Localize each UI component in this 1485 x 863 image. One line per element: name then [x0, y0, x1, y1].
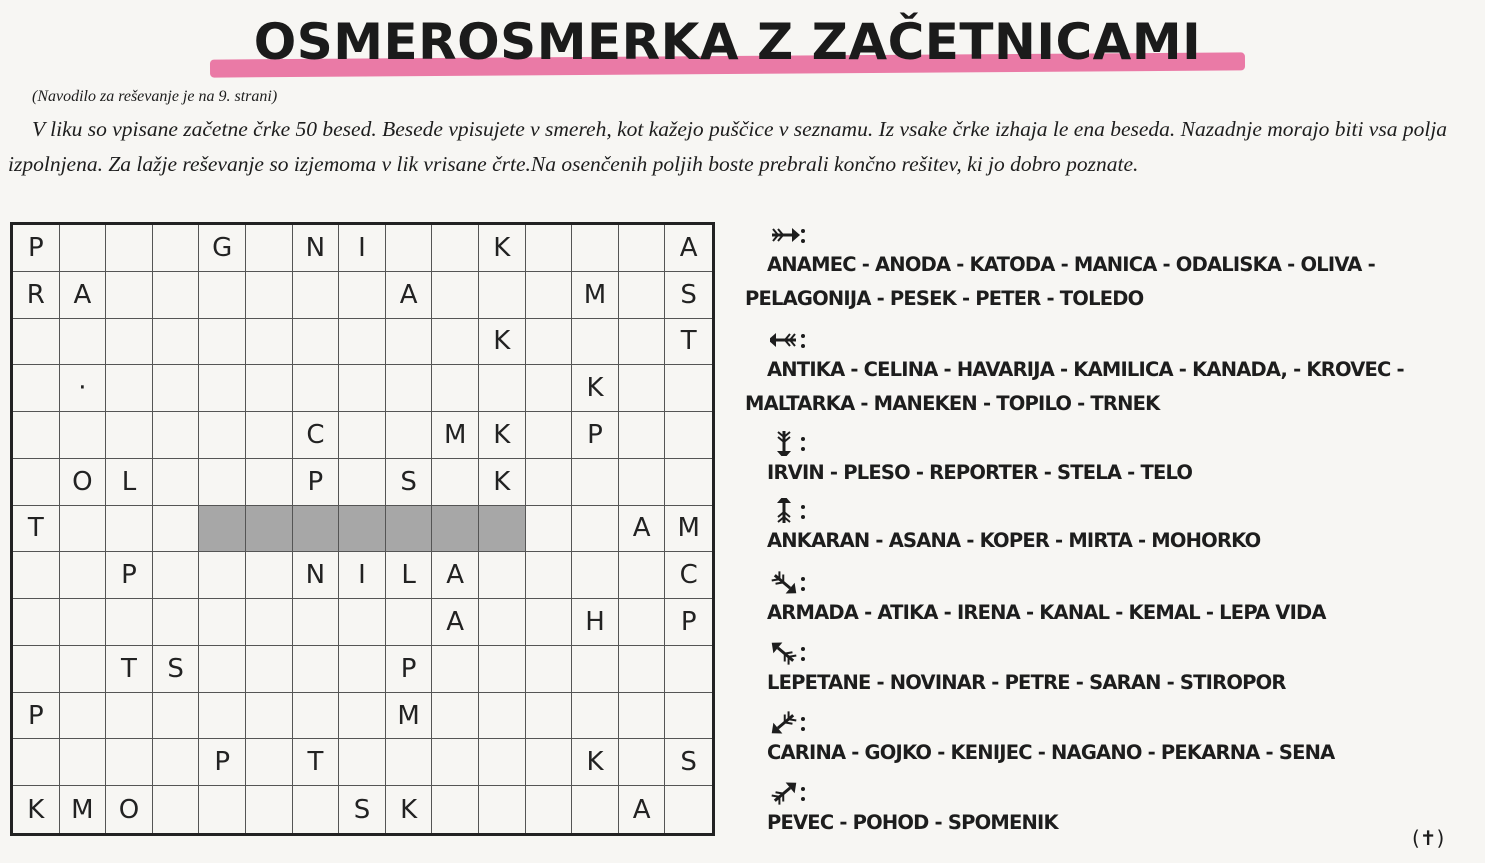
grid-cell[interactable]: M	[60, 786, 107, 833]
grid-cell[interactable]	[526, 506, 573, 553]
word-group-words: PEVEC - POHOD - SPOMENIK	[767, 811, 1058, 834]
grid-cell[interactable]	[246, 552, 293, 599]
grid-cell[interactable]: A	[432, 552, 479, 599]
title-block	[205, 8, 1250, 83]
grid-cell[interactable]	[432, 459, 479, 506]
grid-cell[interactable]	[199, 272, 246, 319]
grid-cell[interactable]	[665, 693, 712, 740]
grid-cell[interactable]	[13, 646, 60, 693]
grid-cell[interactable]	[432, 272, 479, 319]
grid-cell[interactable]: K	[386, 786, 433, 833]
grid-cell[interactable]: K	[479, 412, 526, 459]
grid-cell[interactable]: P	[13, 225, 60, 272]
grid-cell[interactable]	[60, 552, 107, 599]
page-title: OSMEROSMERKA Z ZAČETNICAMI	[253, 13, 1202, 71]
grid-cell[interactable]: S	[153, 646, 200, 693]
grid-cell[interactable]	[572, 506, 619, 553]
grid-cell[interactable]	[339, 506, 386, 553]
grid-cell[interactable]	[432, 319, 479, 366]
grid-cell[interactable]: L	[386, 552, 433, 599]
grid-cell[interactable]	[479, 552, 526, 599]
grid-cell[interactable]: T	[13, 506, 60, 553]
grid-cell[interactable]	[619, 693, 666, 740]
grid-cell[interactable]	[13, 599, 60, 646]
grid-cell[interactable]: T	[106, 646, 153, 693]
grid-cell[interactable]	[60, 599, 107, 646]
grid-cell[interactable]	[199, 365, 246, 412]
arrow-down-icon	[770, 434, 1192, 456]
author-mark: (✝)	[1412, 826, 1445, 850]
grid-cell[interactable]	[60, 646, 107, 693]
grid-cell[interactable]: C	[665, 552, 712, 599]
grid-cell[interactable]	[526, 739, 573, 786]
grid-cell[interactable]	[526, 412, 573, 459]
grid-cell[interactable]	[60, 739, 107, 786]
grid-cell[interactable]	[246, 739, 293, 786]
grid-cell[interactable]: K	[479, 459, 526, 506]
grid-cell[interactable]	[479, 599, 526, 646]
grid-cell[interactable]	[526, 225, 573, 272]
grid-cell[interactable]: C	[293, 412, 340, 459]
grid-cell[interactable]	[339, 693, 386, 740]
grid-cell[interactable]	[246, 646, 293, 693]
grid-cell[interactable]	[479, 786, 526, 833]
grid-cell[interactable]	[526, 646, 573, 693]
grid-cell[interactable]	[153, 552, 200, 599]
grid-cell[interactable]	[199, 412, 246, 459]
grid-cell[interactable]	[199, 693, 246, 740]
grid-cell[interactable]	[246, 272, 293, 319]
grid-cell[interactable]	[60, 319, 107, 366]
grid-cell[interactable]: H	[572, 599, 619, 646]
grid-cell[interactable]	[619, 646, 666, 693]
grid-cell[interactable]	[153, 319, 200, 366]
grid-cell[interactable]	[619, 365, 666, 412]
grid-cell[interactable]	[60, 693, 107, 740]
grid-cell[interactable]	[106, 412, 153, 459]
grid-cell[interactable]	[13, 739, 60, 786]
grid-cell[interactable]	[153, 506, 200, 553]
word-group-up	[745, 502, 1260, 558]
word-group-right	[745, 226, 1475, 316]
grid-cell[interactable]: A	[60, 272, 107, 319]
grid-cell[interactable]	[339, 412, 386, 459]
grid-cell[interactable]	[339, 646, 386, 693]
grid-cell[interactable]	[60, 412, 107, 459]
grid-cell[interactable]	[153, 365, 200, 412]
grid-cell[interactable]	[199, 459, 246, 506]
grid-cell[interactable]	[153, 599, 200, 646]
grid-cell[interactable]	[526, 365, 573, 412]
grid-cell[interactable]	[293, 693, 340, 740]
grid-cell[interactable]	[246, 506, 293, 553]
grid-cell[interactable]	[246, 599, 293, 646]
grid-cell[interactable]	[432, 506, 479, 553]
word-group-down-left	[745, 714, 1334, 770]
arrow-right-icon	[770, 226, 1475, 248]
grid-cell[interactable]	[199, 319, 246, 366]
grid-cell[interactable]	[386, 739, 433, 786]
grid-cell[interactable]: A	[619, 786, 666, 833]
grid-cell[interactable]	[199, 506, 246, 553]
grid-cell[interactable]: K	[572, 739, 619, 786]
grid-cell[interactable]	[13, 412, 60, 459]
grid-cell[interactable]: M	[572, 272, 619, 319]
grid-cell[interactable]	[665, 646, 712, 693]
grid-cell[interactable]	[386, 365, 433, 412]
grid-cell[interactable]	[572, 646, 619, 693]
grid-cell[interactable]	[526, 459, 573, 506]
grid-cell[interactable]	[572, 459, 619, 506]
grid-cell[interactable]	[432, 225, 479, 272]
grid-cell[interactable]: S	[665, 272, 712, 319]
grid-cell[interactable]: T	[293, 739, 340, 786]
grid-cell[interactable]: P	[199, 739, 246, 786]
grid-cell[interactable]	[432, 693, 479, 740]
grid-cell[interactable]: I	[339, 552, 386, 599]
grid-cell[interactable]: A	[619, 506, 666, 553]
grid-cell[interactable]	[106, 599, 153, 646]
grid-cell[interactable]	[526, 552, 573, 599]
grid-cell[interactable]	[432, 739, 479, 786]
grid-cell[interactable]	[106, 739, 153, 786]
grid-cell[interactable]	[246, 412, 293, 459]
word-group-words: LEPETANE - NOVINAR - PETRE - SARAN - STIROPOR	[767, 671, 1286, 694]
grid-cell[interactable]: S	[386, 459, 433, 506]
grid-cell[interactable]	[106, 319, 153, 366]
arrow-up-right-icon	[770, 784, 1058, 806]
grid-cell[interactable]	[432, 786, 479, 833]
grid-cell[interactable]	[526, 319, 573, 366]
grid-cell[interactable]	[246, 365, 293, 412]
grid-cell[interactable]: K	[13, 786, 60, 833]
grid-cell[interactable]	[619, 739, 666, 786]
grid-cell[interactable]: O	[106, 786, 153, 833]
grid-cell[interactable]	[199, 646, 246, 693]
grid-cell[interactable]	[479, 739, 526, 786]
grid-cell[interactable]	[665, 786, 712, 833]
grid-cell[interactable]	[619, 225, 666, 272]
grid-cell[interactable]	[13, 319, 60, 366]
grid-cell[interactable]	[479, 646, 526, 693]
grid-cell[interactable]	[199, 599, 246, 646]
grid-cell[interactable]	[619, 459, 666, 506]
grid-cell[interactable]	[153, 693, 200, 740]
grid-cell[interactable]	[386, 412, 433, 459]
grid-cell[interactable]: M	[665, 506, 712, 553]
grid-cell[interactable]: A	[432, 599, 479, 646]
grid-cell[interactable]	[339, 599, 386, 646]
grid-cell[interactable]	[619, 319, 666, 366]
grid-cell[interactable]	[479, 506, 526, 553]
grid-cell[interactable]	[339, 739, 386, 786]
grid-cell[interactable]	[619, 599, 666, 646]
grid-cell[interactable]: G	[199, 225, 246, 272]
grid-cell[interactable]	[479, 365, 526, 412]
grid-cell[interactable]	[246, 693, 293, 740]
grid-cell[interactable]	[13, 459, 60, 506]
grid-cell[interactable]	[106, 365, 153, 412]
grid-cell[interactable]	[293, 272, 340, 319]
grid-cell[interactable]	[153, 459, 200, 506]
grid-cell[interactable]: I	[339, 225, 386, 272]
grid-cell[interactable]: K	[479, 319, 526, 366]
grid-cell[interactable]	[386, 599, 433, 646]
grid-cell[interactable]	[572, 552, 619, 599]
word-group-down	[745, 434, 1192, 490]
grid-cell[interactable]	[386, 506, 433, 553]
grid-cell[interactable]	[293, 365, 340, 412]
word-group-up-left	[745, 644, 1286, 700]
grid-cell[interactable]	[106, 272, 153, 319]
grid-cell[interactable]	[339, 459, 386, 506]
grid-cell[interactable]	[153, 225, 200, 272]
grid-cell[interactable]	[293, 599, 340, 646]
word-group-left	[745, 331, 1475, 421]
arrow-up-icon	[770, 502, 1260, 524]
grid-cell[interactable]	[479, 272, 526, 319]
grid-cell[interactable]	[619, 272, 666, 319]
arrow-down-right-icon	[770, 574, 1326, 596]
grid-cell[interactable]: P	[13, 693, 60, 740]
grid-cell[interactable]	[619, 412, 666, 459]
grid-cell[interactable]	[293, 786, 340, 833]
grid-cell[interactable]	[199, 552, 246, 599]
grid-cell[interactable]: N	[293, 552, 340, 599]
grid-cell[interactable]	[293, 319, 340, 366]
grid-cell[interactable]	[106, 693, 153, 740]
grid-cell[interactable]: A	[386, 272, 433, 319]
grid-cell[interactable]	[339, 365, 386, 412]
grid-cell[interactable]: ·	[60, 365, 107, 412]
grid-cell[interactable]: P	[106, 552, 153, 599]
grid-cell[interactable]: A	[665, 225, 712, 272]
grid-cell[interactable]	[106, 506, 153, 553]
arrow-down-left-icon	[770, 714, 1334, 736]
grid-cell[interactable]	[293, 506, 340, 553]
grid-cell[interactable]	[246, 459, 293, 506]
grid-cell[interactable]	[526, 693, 573, 740]
grid-cell[interactable]	[60, 225, 107, 272]
grid-cell[interactable]: N	[293, 225, 340, 272]
grid-cell[interactable]: R	[13, 272, 60, 319]
grid-cell[interactable]	[665, 459, 712, 506]
grid-cell[interactable]	[432, 365, 479, 412]
grid-cell[interactable]	[13, 552, 60, 599]
puzzle-grid	[10, 222, 715, 836]
word-group-words: IRVIN - PLESO - REPORTER - STELA - TELO	[767, 461, 1193, 484]
word-group-up-right	[745, 784, 1058, 840]
grid-cell[interactable]	[665, 365, 712, 412]
grid-cell[interactable]: K	[479, 225, 526, 272]
grid-cell[interactable]	[106, 225, 153, 272]
instructions-paragraph: V liku so vpisane začetne črke 50 besed. Besede vpisujete v smereh, kot kažejo puščice v seznamu. Iz vsake črke izhaja le ena beseda. Nazadnje morajo biti vsa polja izpolnjena. Za lažje reševanje so izjemoma v lik vrisane črte.Na osenčenih poljih boste prebrali končno rešitev, ki jo dobro poznate.	[8, 117, 1448, 176]
grid-cell[interactable]	[572, 693, 619, 740]
grid-cell[interactable]	[526, 272, 573, 319]
grid-cell[interactable]: P	[386, 646, 433, 693]
grid-cell[interactable]	[60, 506, 107, 553]
grid-cell[interactable]: T	[665, 319, 712, 366]
grid-cell[interactable]	[199, 786, 246, 833]
grid-cell[interactable]	[526, 786, 573, 833]
grid-cell[interactable]	[153, 272, 200, 319]
grid-cell[interactable]	[572, 319, 619, 366]
grid-cell[interactable]: S	[339, 786, 386, 833]
grid-cell[interactable]: M	[386, 693, 433, 740]
grid-cell[interactable]	[619, 552, 666, 599]
grid-cell[interactable]: L	[106, 459, 153, 506]
grid-cell[interactable]: M	[432, 412, 479, 459]
grid-cell[interactable]	[339, 319, 386, 366]
grid-cell[interactable]	[386, 319, 433, 366]
grid-cell[interactable]	[479, 693, 526, 740]
grid-cell[interactable]: P	[293, 459, 340, 506]
word-group-words: ARMADA - ATIKA - IRENA - KANAL - KEMAL - LEPA VIDA	[767, 601, 1326, 624]
grid-cell[interactable]	[526, 599, 573, 646]
arrow-up-left-icon	[770, 644, 1286, 666]
grid-cell[interactable]	[572, 225, 619, 272]
grid-cell[interactable]	[246, 319, 293, 366]
grid-cell[interactable]	[153, 786, 200, 833]
grid-cell[interactable]	[665, 412, 712, 459]
grid-cell[interactable]	[293, 646, 340, 693]
word-group-words: CARINA - GOJKO - KENIJEC - NAGANO - PEKARNA - SENA	[767, 741, 1335, 764]
arrow-left-icon	[770, 331, 1475, 353]
word-group-words: ANKARAN - ASANA - KOPER - MIRTA - MOHORKO	[767, 529, 1261, 552]
grid-cell[interactable]: P	[665, 599, 712, 646]
grid-cell[interactable]	[246, 786, 293, 833]
grid-cell[interactable]	[153, 739, 200, 786]
word-group-words: ANTIKA - CELINA - HAVARIJA - KAMILICA - KANADA, - KROVEC - MALTARKA - MANEKEN - TOPILO - TRNEK	[745, 358, 1410, 415]
grid-cell[interactable]	[153, 412, 200, 459]
grid-cell[interactable]	[386, 225, 433, 272]
grid-cell[interactable]	[432, 646, 479, 693]
grid-cell[interactable]	[339, 272, 386, 319]
grid-cell[interactable]	[246, 225, 293, 272]
grid-cell[interactable]: S	[665, 739, 712, 786]
grid-cell[interactable]: O	[60, 459, 107, 506]
grid-cell[interactable]	[572, 786, 619, 833]
word-group-words: ANAMEC - ANODA - KATODA - MANICA - ODALISKA - OLIVA - PELAGONIJA - PESEK - PETER - TOLEDO	[745, 253, 1381, 310]
grid-cell[interactable]: K	[572, 365, 619, 412]
word-group-down-right	[745, 574, 1326, 630]
grid-cell[interactable]	[13, 365, 60, 412]
instructions-reference-note: (Navodilo za reševanje je na 9. strani)	[32, 88, 278, 105]
grid-cell[interactable]: P	[572, 412, 619, 459]
